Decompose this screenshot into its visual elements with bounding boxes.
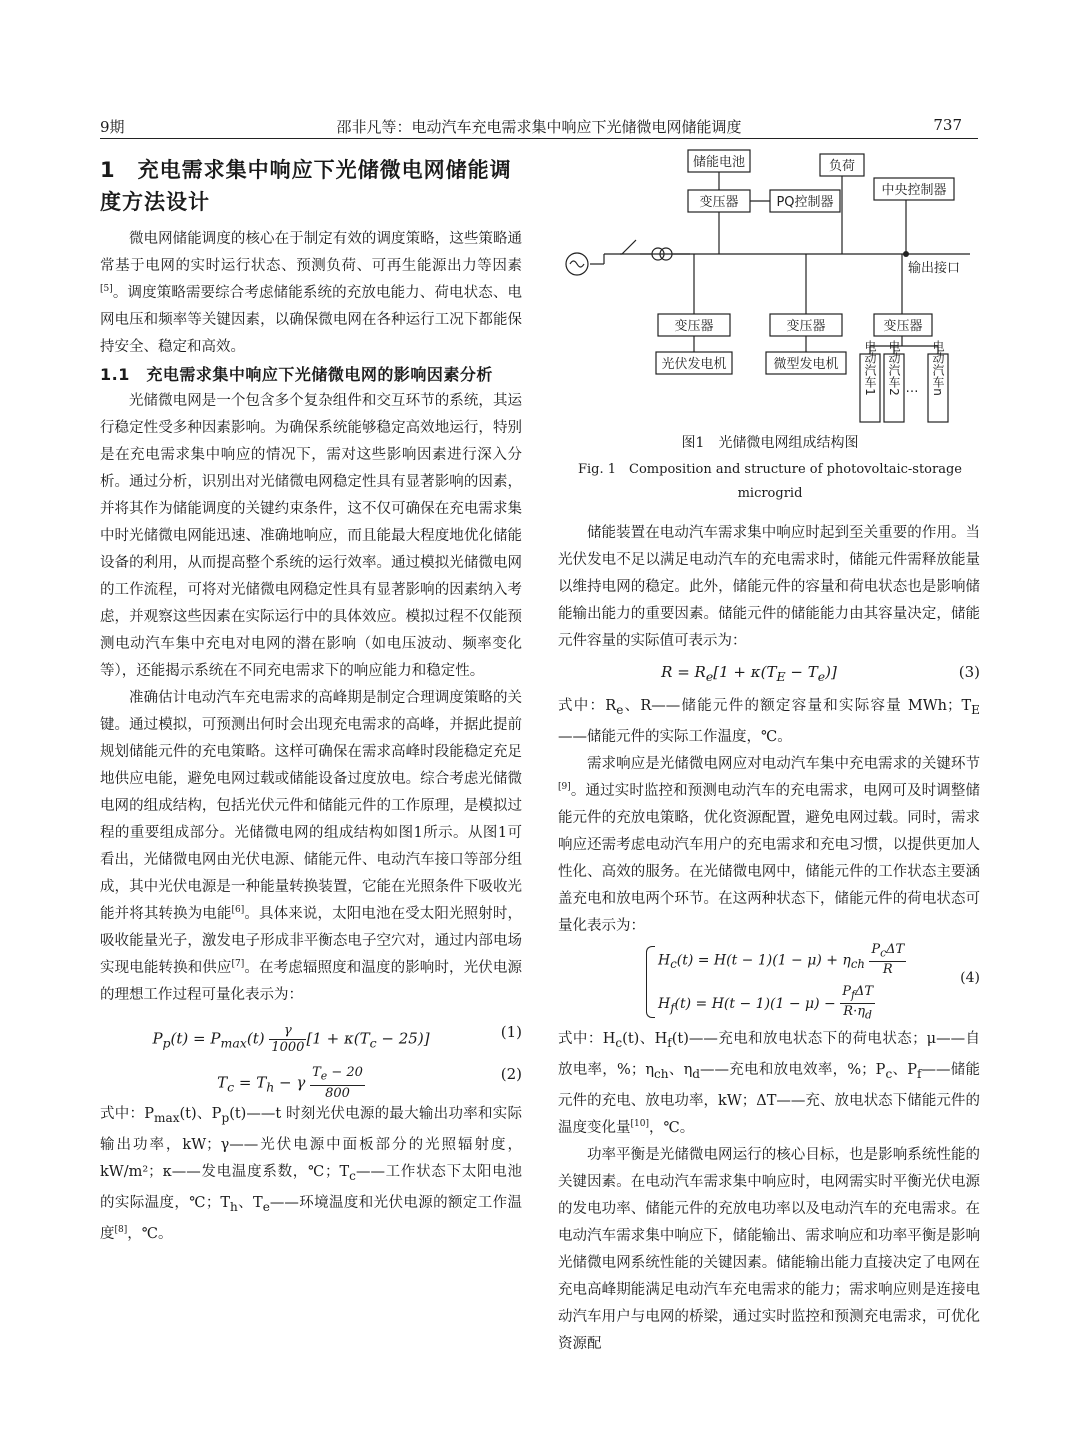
header-rule — [100, 138, 978, 139]
fig-label-pv-generator: 光伏发电机 — [661, 357, 727, 372]
fig-label-evn: 电动汽车n — [931, 340, 945, 396]
equation-4: $H_c(t) = H(t - 1)(1 - \mu) + \eta_{ch}$ $\frac{P_c\Delta T}{R}$ $H_f(t) = H(t - 1)(1 - \mu)$ − $\frac{P_f\Delta T}{R\cdot\eta_d}$ (4) — [558, 940, 980, 1026]
figure-caption-cn: 图1 光储微电网组成结构图 — [681, 435, 859, 451]
fig-label-ev2: 电动汽车2 — [887, 340, 901, 396]
issue-number: 9期 — [100, 118, 125, 136]
section-title: 1 充电需求集中响应下光储微电网储能调度方法设计 — [100, 158, 512, 214]
fig-label-central-controller: 中央控制器 — [881, 183, 947, 198]
equation-definitions: 式中：$P_{max}(t)$、$P_p(t)——t$ 时刻光伏电源的最大输出功率和实际输出功率，kW；γ——光伏电源中面板部分的光照辐射度，kW/m²；κ——发电温度系数，℃；$T_c——$工作状态下太阳电池的实际温度，℃；$T_h$、$T_e——$环境温度和光伏电源的额定工作温度[8]，℃。 — [100, 1106, 523, 1242]
figure-1 — [560, 146, 980, 428]
page-number: 737 — [933, 116, 962, 134]
section-intro-paragraph: 微电网储能调度的核心在于制定有效的调度策略，这些策略通常基于电网的实时运行状态、预测负荷、可再生能源出力等因素[5]。调度策略需要综合考虑储能系统的充放电能力、荷电状态、电网电压和频率等关键因素，以确保微电网在各种运行工况下都能保持安全、稳定和高效。 — [100, 231, 522, 355]
equation-definitions: 式中：$H_c(t)$、$H_f(t)——$充电和放电状态下的荷电状态；μ——自放电率，%；$\eta_{ch}$、$\eta_d——$充电和放电效率，%；$P_c$、$P_f——$储能元件的充电、放电功率，kW；ΔT——充、放电状态下储能元件的温度变化量[10]，℃。 — [558, 1030, 981, 1136]
equation-definitions: 式中：$R_e$、R——储能元件的额定容量和实际容量 MWh；$T_E——$储能元件的实际工作温度，℃。 — [558, 698, 980, 745]
paragraph: 功率平衡是光储微电网运行的核心目标，也是影响系统性能的关键因素。在电动汽车需求集中响应时，电网需实时平衡光伏电源的发电功率、储能元件的充放电功率以及电动汽车的充电需求。在电动汽车需求集中响应下，储能输出、需求响应和功率平衡是影响光储微电网系统性能的关键因素。储能输出能力直接决定了电网在充电高峰期能满足电动汽车充电需求的能力；需求响应则是连接电动汽车用户与电网的桥梁，通过实时监控和预测充电需求，可优化资源配 — [558, 1146, 980, 1352]
equation-1: $P_p(t) = P_{max}(t)$ $\frac{\gamma}{1000}$ $[1 + \kappa(T_c - 25)]$ (1) — [152, 1023, 522, 1055]
paragraph: 需求响应是光储微电网应对电动汽车集中充电需求的关键环节[9]。通过实时监控和预测电动汽车的充电需求，电网可及时调整储能元件的充放电策略，优化资源配置，避免电网过载。同时，需求响应还需考虑电动汽车用户的充电需求和充电习惯，以提供更加人性化、高效的服务。在光储微电网中，储能元件的工作状态主要涵盖充电和放电两个环节。在这两种状态下，储能元件的荷电状态可量化表示为： — [558, 755, 980, 934]
fig-label-micro-generator: 微型发电机 — [773, 357, 839, 372]
figure-caption-en: Fig. 1 Composition and structure of photovoltaic-storage microgrid — [578, 462, 962, 501]
paragraph: 储能装置在电动汽车需求集中响应时起到至关重要的作用。当光伏发电不足以满足电动汽车的充电需求时，储能元件需释放能量以维持电网的稳定。此外，储能元件的容量和荷电状态也是影响储能输出能力的重要因素。储能元件的储能能力由其容量决定，储能元件容量的实际值可表示为： — [558, 525, 980, 649]
fig-label-load: 负荷 — [828, 159, 856, 174]
fig-label-output-port: 输出接口 — [908, 261, 961, 276]
fig-label-ellipsis: … — [905, 381, 919, 396]
fig-label-transformer: 变压器 — [786, 319, 826, 334]
equation-number: (4) — [960, 969, 980, 986]
equation-3: $R = R_e[1 + \kappa(T_E - T_e)]$ (3) — [661, 663, 980, 684]
fig-label-transformer: 变压器 — [699, 195, 739, 210]
equation-number: (3) — [958, 663, 980, 681]
fig-label-ev1: 电动汽车1 — [863, 340, 877, 396]
equation-number: (1) — [500, 1023, 522, 1041]
paragraph: 光储微电网是一个包含多个复杂组件和交互环节的系统，其运行稳定性受多种因素影响。为确保系统能够稳定高效地运行，特别是在充电需求集中响应的情况下，需对这些影响因素进行深入分析。通过分析，识别出对光储微电网稳定性具有显著影响的因素，并将其作为储能调度的关键约束条件，这不仅可确保在充电需求集中时光储微电网能迅速、准确地响应，而且能最大程度地优化储能设备的利用，从而提高整个系统的运行效率。通过模拟光储微电网的工作流程，可将对光储微电网稳定性具有显著影响的因素纳入考虑，并观察这些因素在实际运行中的具体效应。模拟过程不仅能预测电动汽车集中充电对电网的潜在影响（如电压波动、频率变化等），还能揭示系统在不同充电需求下的响应能力和稳定性。 — [100, 393, 522, 679]
subsection-title: 1.1 充电需求集中响应下光储微电网的影响因素分析 — [100, 365, 493, 384]
left-column — [100, 154, 522, 1248]
fig-label-pq-controller: PQ控制器 — [776, 195, 834, 210]
fig-label-transformer: 变压器 — [883, 319, 923, 334]
fig-label-transformer: 变压器 — [674, 319, 714, 334]
equation-number: (2) — [500, 1065, 522, 1083]
right-column — [558, 520, 980, 1358]
running-header — [100, 116, 978, 138]
equation-2: $T_c = T_h - \gamma$ $\frac{T_e - 20}{800}$ (2) — [217, 1065, 522, 1101]
fig-label-battery: 储能电池 — [692, 155, 746, 170]
running-title: 邵非凡等：电动汽车充电需求集中响应下光储微电网储能调度 — [336, 118, 742, 136]
paragraph: 准确估计电动汽车充电需求的高峰期是制定合理调度策略的关键。通过模拟，可预测出何时会出现充电需求的高峰，并据此提前规划储能元件的充电策略。这样可确保在需求高峰时段能稳定充足地供应电能，避免电网过载或储能设备过度放电。综合考虑光储微电网的组成结构，包括光伏元件和储能元件的工作原理，是模拟过程的重要组成部分。光储微电网的组成结构如图1所示。从图1可看出，光储微电网由光伏电源、储能元件、电动汽车接口等部分组成，其中光伏电源是一种能量转换装置，它能在光照条件下吸收光能并将其转换为电能[6]。具体来说，太阳电池在受太阳光照射时，吸收能量光子，激发电子形成非平衡态电子空穴对，通过内部电场实现电能转换和供应[7]。在考虑辐照度和温度的影响时，光伏电源的理想工作过程可量化表示为： — [100, 690, 523, 1003]
